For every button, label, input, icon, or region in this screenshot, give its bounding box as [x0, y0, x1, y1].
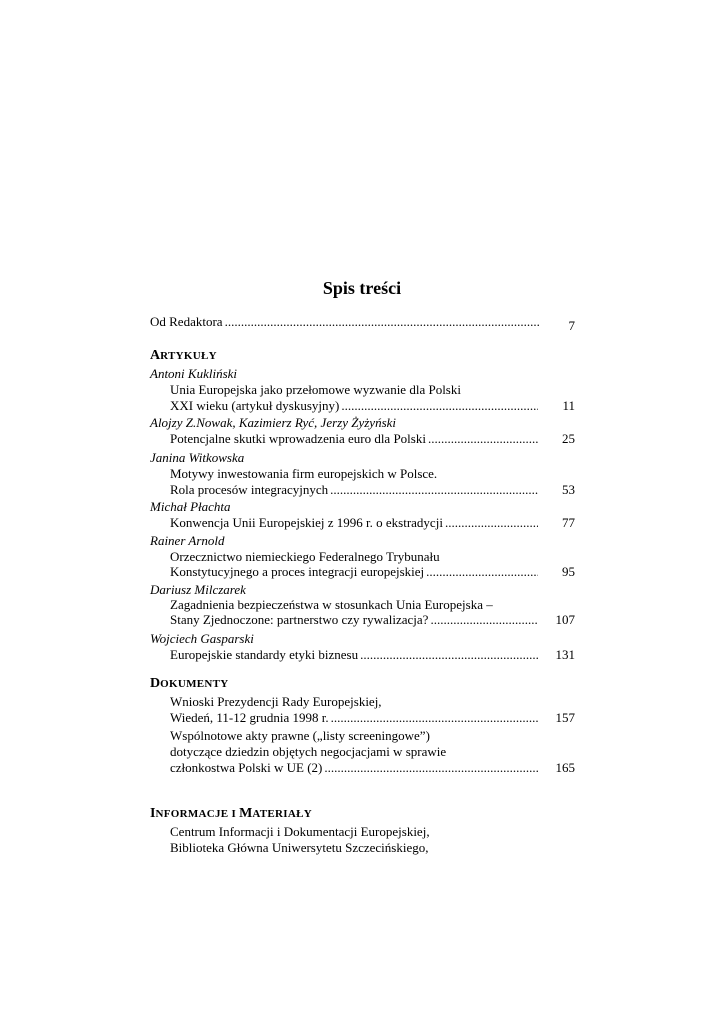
article-author: Alojzy Z.Nowak, Kazimierz Ryć, Jerzy Żyżyński — [150, 415, 397, 430]
article-author: Antoni Kukliński — [150, 366, 238, 381]
article-title-line: XXI wieku (artykuł dyskusyjny) ..... — [170, 398, 538, 414]
article-title-line: Rola procesów integracyjnych ..... — [170, 482, 538, 498]
leader-dots — [360, 647, 538, 663]
article-title-line: Konwencja Unii Europejskiej z 1996 r. o ekstradycji ..... — [170, 515, 538, 531]
page-number: 25 — [562, 431, 575, 446]
article-title-line: Unia Europejska jako przełomowe wyzwanie dla Polski — [170, 382, 461, 397]
article-author: Dariusz Milczarek — [150, 582, 246, 597]
article-title-line: Europejskie standardy etyki biznesu ..... — [170, 647, 538, 663]
leader-dots — [426, 564, 538, 580]
page-number: 53 — [562, 482, 575, 497]
info-line: Biblioteka Główna Uniwersytetu Szczecińskiego, — [170, 840, 429, 855]
article-title-line: Orzecznictwo niemieckiego Federalnego Trybunału — [170, 549, 440, 564]
document-title-line: Wnioski Prezydencji Rady Europejskiej, — [170, 694, 382, 709]
page-number: 157 — [555, 710, 575, 725]
article-title-line: Konstytucyjnego a proces integracji europejskiej ..... — [170, 564, 538, 580]
document-title-line: Wiedeń, 11-12 grudnia 1998 r. ..... — [170, 710, 538, 726]
page-number: 95 — [562, 564, 575, 579]
leader-dots — [331, 710, 538, 726]
page-number: 11 — [562, 398, 575, 413]
info-line: Centrum Informacji i Dokumentacji Europejskiej, — [170, 824, 430, 839]
toc-entry-text: Od Redaktora — [150, 314, 223, 329]
page-title: Spis treści — [322, 278, 402, 298]
leader-dots — [341, 398, 538, 414]
page-number: 131 — [555, 647, 575, 662]
page-number: 77 — [562, 515, 575, 530]
leader-dots — [324, 760, 538, 776]
article-author: Janina Witkowska — [150, 450, 245, 465]
page-number: 107 — [555, 612, 575, 627]
page-number: 165 — [555, 760, 575, 775]
section-heading-info: INFORMACJE I MATERIAŁY — [150, 806, 312, 821]
leader-dots — [428, 431, 538, 447]
document-title-line: dotyczące dziedzin objętych negocjacjami w sprawie — [170, 744, 447, 759]
article-author: Michał Płachta — [150, 499, 231, 514]
document-title-line: Wspólnotowe akty prawne („listy screeningowe”) — [170, 728, 430, 743]
section-heading-documents: DOKUMENTY — [150, 676, 229, 691]
page-number: 7 — [568, 318, 575, 333]
section-heading-articles: ARTYKUŁY — [150, 348, 217, 363]
leader-dots — [430, 612, 538, 628]
article-author: Rainer Arnold — [150, 533, 225, 548]
leader-dots — [225, 314, 540, 330]
leader-dots — [330, 482, 538, 498]
article-title-line: Stany Zjednoczone: partnerstwo czy rywalizacja? ..... — [170, 612, 538, 628]
document-title-line: członkostwa Polski w UE (2) ..... — [170, 760, 538, 776]
article-title-line: Potencjalne skutki wprowadzenia euro dla Polski ..... — [170, 431, 538, 447]
article-title-line: Zagadnienia bezpieczeństwa w stosunkach Unia Europejska – — [170, 597, 493, 612]
toc-entry-editor — [150, 314, 540, 330]
article-author: Wojciech Gasparski — [150, 631, 254, 646]
article-title-line: Motywy inwestowania firm europejskich w Polsce. — [170, 466, 438, 481]
